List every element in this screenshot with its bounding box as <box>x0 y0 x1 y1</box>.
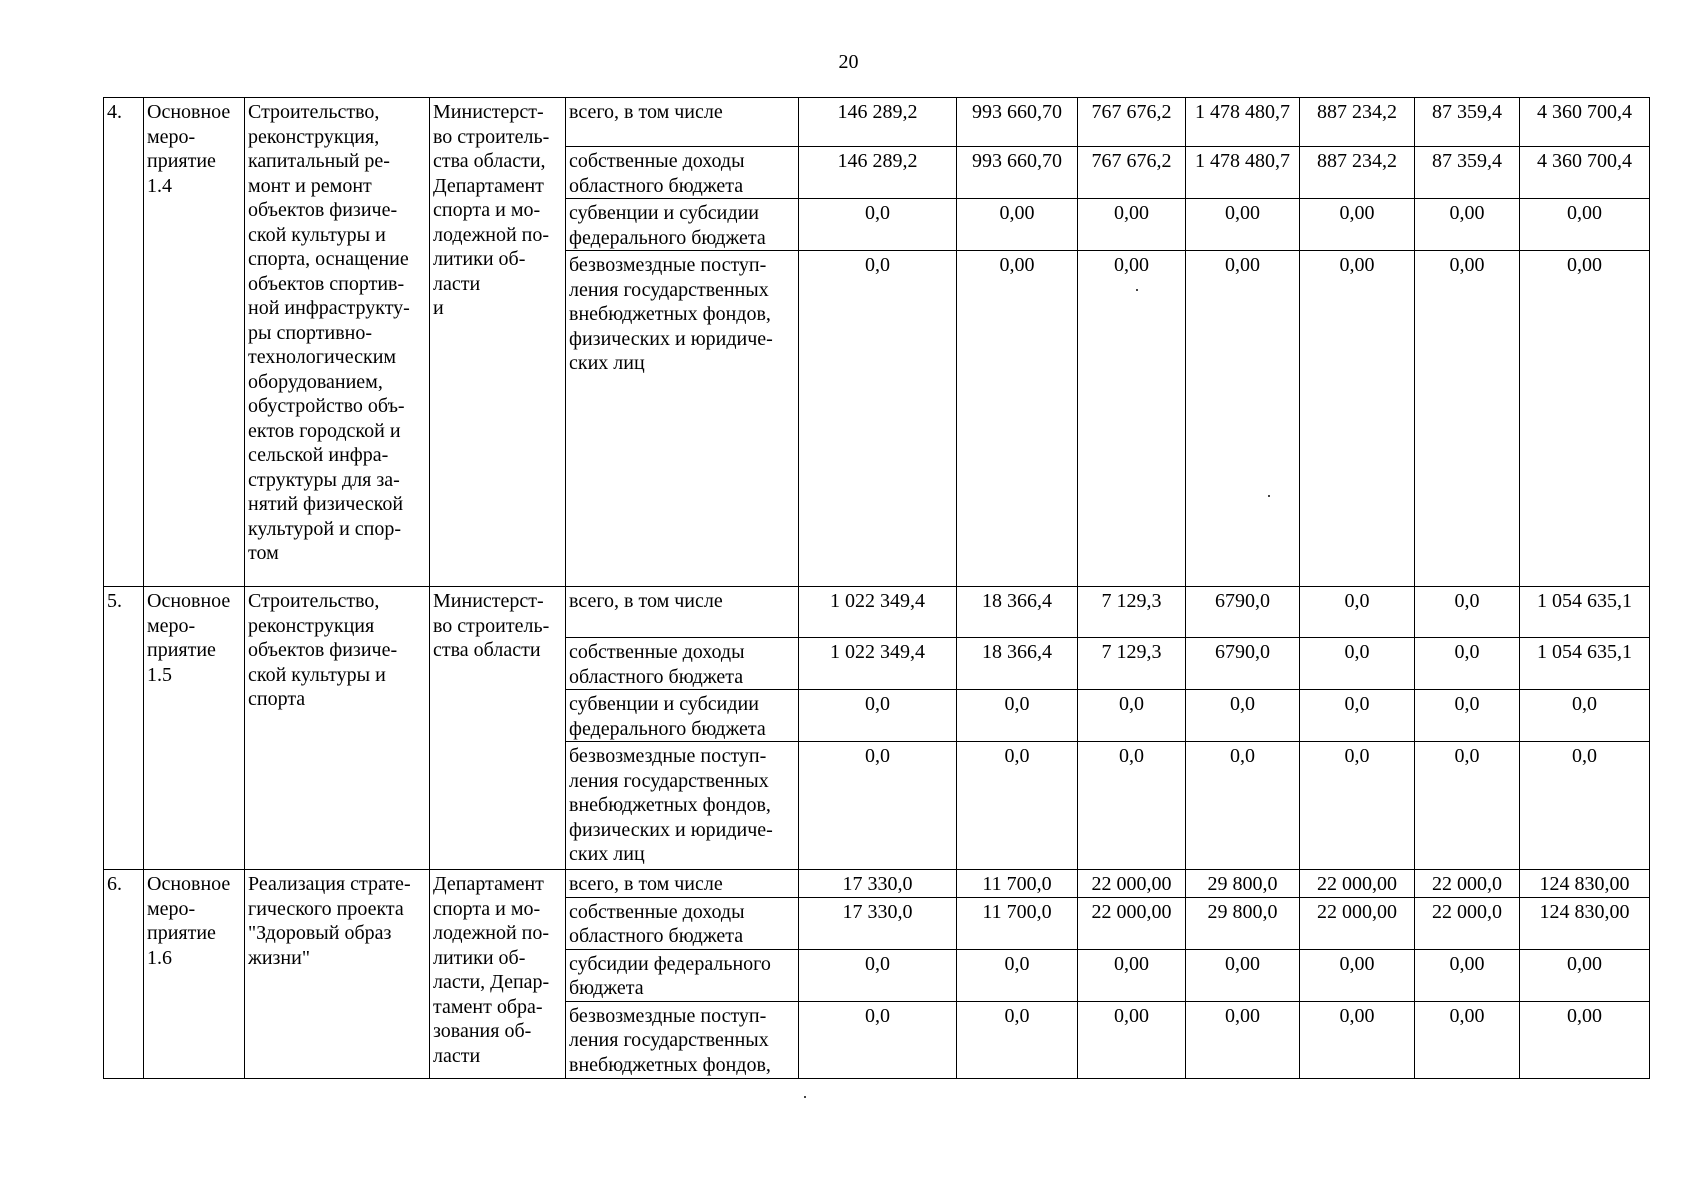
amount-cell: 0,00 <box>1300 251 1415 587</box>
activity-name-line: Реализация страте- <box>248 873 411 895</box>
amount-cell: 0,00 <box>1520 1001 1650 1078</box>
activity-name-line: спорта <box>248 688 306 710</box>
activity-name-line: ной инфраструкту- <box>248 297 410 319</box>
amount-cell: 7 129,3 <box>1078 587 1186 638</box>
funding-source-line: субвенции и субсидии <box>569 693 759 715</box>
amount-cell: 0,0 <box>1415 742 1520 870</box>
amount-cell: 0,00 <box>1078 1001 1186 1078</box>
activity-name-line: нятий физической <box>248 493 404 515</box>
funding-source-line: собственные доходы <box>569 900 745 923</box>
activity-type-line: 1.4 <box>147 174 172 197</box>
funding-source-line: всего, в том числе <box>569 590 723 612</box>
amount-cell: 18 366,4 <box>957 638 1078 690</box>
executor-line: ства области, <box>433 150 546 172</box>
amount-cell: 0,00 <box>957 199 1078 251</box>
activity-type-line: 1.6 <box>147 946 172 969</box>
activity-type-line: меро- <box>147 125 196 148</box>
activity-name-line: объектов физиче- <box>248 639 398 661</box>
executor-line: Департамент <box>433 873 544 895</box>
amount-cell: 146 289,2 <box>799 147 957 199</box>
activity-name <box>245 870 430 1079</box>
amount-cell: 22 000,00 <box>1300 870 1415 898</box>
amount-cell: 0,00 <box>1520 251 1650 587</box>
amount-cell: 0,00 <box>1415 949 1520 1001</box>
activity-name-line: культурой и спор- <box>248 517 402 540</box>
amount-cell: 0,0 <box>799 690 957 742</box>
amount-cell: 767 676,2 <box>1078 147 1186 199</box>
activity-type-line: Основное <box>147 873 231 895</box>
amount-cell: 87 359,4 <box>1415 147 1520 199</box>
amount-cell: 146 289,2 <box>799 98 957 147</box>
amount-cell: 1 054 635,1 <box>1520 587 1650 638</box>
executor-line: ласти <box>433 272 481 295</box>
funding-source-line: федерального бюджета <box>569 226 766 249</box>
amount-cell: 4 360 700,4 <box>1520 147 1650 199</box>
funding-source-line: внебюджетных фондов, <box>569 303 771 325</box>
amount-cell: 17 330,0 <box>799 870 957 898</box>
activity-name-line: ры спортивно- <box>248 321 373 344</box>
amount-cell: 29 800,0 <box>1186 870 1300 898</box>
funding-source-line: ских лиц <box>569 352 645 374</box>
activity-name-line: объектов физиче- <box>248 199 398 221</box>
executor-line: зования об- <box>433 1020 532 1042</box>
activity-name-line: оборудованием, <box>248 370 383 393</box>
funding-source-line: ления государственных <box>569 769 769 792</box>
amount-cell: 7 129,3 <box>1078 638 1186 690</box>
amount-cell: 0,0 <box>1520 690 1650 742</box>
amount-cell: 0,0 <box>799 742 957 870</box>
funding-source-line: федерального бюджета <box>569 717 766 740</box>
amount-cell: 0,0 <box>799 1001 957 1078</box>
activity-name-line: жизни" <box>248 946 310 969</box>
executor-line: лодежной по- <box>433 922 550 944</box>
executor-line: ласти, Депар- <box>433 971 550 993</box>
activity-type <box>144 98 245 587</box>
amount-cell: 1 022 349,4 <box>799 638 957 690</box>
funding-source-line: областного бюджета <box>569 174 744 197</box>
funding-source-line: физических и юридиче- <box>569 327 773 350</box>
amount-cell: 0,0 <box>1300 690 1415 742</box>
funding-source <box>566 199 799 251</box>
amount-cell: 993 660,70 <box>957 147 1078 199</box>
activity-type-line: меро- <box>147 614 196 637</box>
funding-source-line: субвенции и субсидии <box>569 202 759 224</box>
amount-cell: 17 330,0 <box>799 897 957 949</box>
activity-name-line: технологическим <box>248 346 397 368</box>
amount-cell: 0,0 <box>799 251 957 587</box>
table-row <box>104 870 1650 898</box>
amount-cell: 0,0 <box>1078 690 1186 742</box>
amount-cell: 22 000,00 <box>1078 897 1186 949</box>
executor-line: и <box>433 297 444 319</box>
funding-source-line: субсидии федерального <box>569 952 771 975</box>
executor-line: спорта и мо- <box>433 897 541 920</box>
amount-cell: 11 700,0 <box>957 870 1078 898</box>
amount-cell: 1 022 349,4 <box>799 587 957 638</box>
funding-source-line: ления государственных <box>569 278 769 301</box>
amount-cell: 0,0 <box>957 742 1078 870</box>
activity-type-line: Основное <box>147 101 231 123</box>
activity-type-line: Основное <box>147 590 231 612</box>
executor-line: литики об- <box>433 248 526 270</box>
budget-table <box>103 97 1650 1079</box>
amount-cell: 22 000,0 <box>1415 897 1520 949</box>
amount-cell: 0,0 <box>1300 638 1415 690</box>
funding-source-line: собственные доходы <box>569 150 745 172</box>
amount-cell: 0,00 <box>1520 199 1650 251</box>
activity-name-line: обустройство объ- <box>248 395 405 417</box>
activity-type-line: приятие <box>147 639 216 661</box>
amount-cell: 0,00 <box>1415 199 1520 251</box>
amount-cell: 0,0 <box>799 199 957 251</box>
amount-cell: 0,00 <box>1300 199 1415 251</box>
amount-cell: 0,0 <box>1078 742 1186 870</box>
amount-cell: 0,0 <box>1415 690 1520 742</box>
activity-name-line: спорта, оснащение <box>248 248 409 270</box>
activity-name-line: ской культуры и <box>248 663 386 686</box>
amount-cell: 0,00 <box>1186 949 1300 1001</box>
executor <box>430 587 566 870</box>
funding-source-line: областного бюджета <box>569 665 744 688</box>
funding-source-line: областного бюджета <box>569 925 744 947</box>
amount-cell: 22 000,0 <box>1415 870 1520 898</box>
activity-name <box>245 587 430 870</box>
activity-type <box>144 587 245 870</box>
amount-cell: 22 000,00 <box>1300 897 1415 949</box>
activity-name-line: структуры для за- <box>248 468 400 491</box>
activity-name-line: объектов спортив- <box>248 272 405 295</box>
funding-source-line: собственные доходы <box>569 641 745 663</box>
amount-cell: 0,00 <box>1300 1001 1415 1078</box>
funding-source-line: бюджета <box>569 977 644 999</box>
funding-source <box>566 587 799 638</box>
amount-cell: 0,00 <box>1186 251 1300 587</box>
amount-cell: 0,0 <box>1186 690 1300 742</box>
funding-source <box>566 638 799 690</box>
activity-name-line: "Здоровый образ <box>248 922 392 944</box>
amount-cell: 1 478 480,7 <box>1186 98 1300 147</box>
activity-name-line: Строительство, <box>248 101 380 123</box>
amount-cell: 22 000,00 <box>1078 870 1186 898</box>
amount-cell: 0,00 <box>1078 949 1186 1001</box>
row-number: 6. <box>104 870 144 1079</box>
funding-source-line: внебюджетных фондов, <box>569 1053 771 1076</box>
amount-cell: 1 054 635,1 <box>1520 638 1650 690</box>
funding-source-line: ления государственных <box>569 1029 769 1051</box>
executor <box>430 98 566 587</box>
funding-source-line: физических и юридиче- <box>569 818 773 841</box>
activity-type-line: приятие <box>147 922 216 944</box>
page-number: 20 <box>838 51 859 73</box>
activity-name <box>245 98 430 587</box>
amount-cell: 993 660,70 <box>957 98 1078 147</box>
amount-cell: 887 234,2 <box>1300 98 1415 147</box>
executor-line: Министерст- <box>433 590 544 612</box>
scan-speck <box>1268 495 1270 497</box>
amount-cell: 0,00 <box>1300 949 1415 1001</box>
activity-type-line: 1.5 <box>147 663 172 686</box>
executor-line: Департамент <box>433 174 544 197</box>
scan-speck <box>804 1096 806 1098</box>
activity-type-line: приятие <box>147 150 216 172</box>
scan-speck <box>1136 289 1138 291</box>
executor-line: во строитель- <box>433 125 550 148</box>
amount-cell: 0,00 <box>1186 199 1300 251</box>
amount-cell: 6790,0 <box>1186 638 1300 690</box>
amount-cell: 124 830,00 <box>1520 870 1650 898</box>
funding-source <box>566 949 799 1001</box>
funding-source-line: всего, в том числе <box>569 873 723 895</box>
amount-cell: 0,00 <box>1078 199 1186 251</box>
executor-line: во строитель- <box>433 614 550 637</box>
row-number: 5. <box>104 587 144 870</box>
amount-cell: 0,0 <box>1415 638 1520 690</box>
table-row <box>104 587 1650 638</box>
activity-name-line: гического проекта <box>248 897 404 920</box>
activity-type <box>144 870 245 1079</box>
amount-cell: 18 366,4 <box>957 587 1078 638</box>
funding-source <box>566 897 799 949</box>
amount-cell: 767 676,2 <box>1078 98 1186 147</box>
funding-source <box>566 1001 799 1078</box>
amount-cell: 0,0 <box>1186 742 1300 870</box>
funding-source-line: безвозмездные поступ- <box>569 1004 767 1027</box>
funding-source-line: всего, в том числе <box>569 101 723 123</box>
executor-line: литики об- <box>433 946 526 969</box>
amount-cell: 0,0 <box>957 690 1078 742</box>
amount-cell: 0,00 <box>1520 949 1650 1001</box>
funding-source <box>566 690 799 742</box>
funding-source-line: внебюджетных фондов, <box>569 794 771 816</box>
amount-cell: 87 359,4 <box>1415 98 1520 147</box>
amount-cell: 0,00 <box>957 251 1078 587</box>
activity-name-line: том <box>248 542 279 564</box>
executor-line: лодежной по- <box>433 223 550 246</box>
amount-cell: 0,0 <box>1415 587 1520 638</box>
activity-name-line: ской культуры и <box>248 223 386 246</box>
amount-cell: 0,0 <box>799 949 957 1001</box>
amount-cell: 0,0 <box>1520 742 1650 870</box>
activity-type-line: меро- <box>147 897 196 920</box>
amount-cell: 0,00 <box>1078 251 1186 587</box>
activity-name-line: сельской инфра- <box>248 444 389 466</box>
amount-cell: 11 700,0 <box>957 897 1078 949</box>
funding-source-line: безвозмездные поступ- <box>569 745 767 767</box>
activity-name-line: капитальный ре- <box>248 150 390 172</box>
funding-source-line: ских лиц <box>569 843 645 865</box>
executor-line: ласти <box>433 1044 481 1067</box>
amount-cell: 29 800,0 <box>1186 897 1300 949</box>
amount-cell: 0,0 <box>957 1001 1078 1078</box>
activity-name-line: реконструкция <box>248 614 375 637</box>
funding-source-line: безвозмездные поступ- <box>569 254 767 276</box>
row-number: 4. <box>104 98 144 587</box>
funding-source <box>566 870 799 898</box>
activity-name-line: Строительство, <box>248 590 380 612</box>
funding-source <box>566 147 799 199</box>
amount-cell: 0,0 <box>957 949 1078 1001</box>
amount-cell: 4 360 700,4 <box>1520 98 1650 147</box>
activity-name-line: монт и ремонт <box>248 174 372 197</box>
amount-cell: 0,00 <box>1415 251 1520 587</box>
funding-source <box>566 251 799 587</box>
amount-cell: 6790,0 <box>1186 587 1300 638</box>
activity-name-line: ектов городской и <box>248 419 401 442</box>
amount-cell: 0,0 <box>1300 587 1415 638</box>
executor-line: ства области <box>433 639 541 661</box>
table-row <box>104 98 1650 147</box>
funding-source <box>566 98 799 147</box>
executor <box>430 870 566 1079</box>
executor-line: спорта и мо- <box>433 199 541 221</box>
activity-name-line: реконструкция, <box>248 125 380 148</box>
executor-line: тамент обра- <box>433 995 543 1018</box>
funding-source <box>566 742 799 870</box>
executor-line: Министерст- <box>433 101 544 123</box>
amount-cell: 1 478 480,7 <box>1186 147 1300 199</box>
amount-cell: 0,00 <box>1186 1001 1300 1078</box>
amount-cell: 124 830,00 <box>1520 897 1650 949</box>
amount-cell: 0,0 <box>1300 742 1415 870</box>
amount-cell: 0,00 <box>1415 1001 1520 1078</box>
amount-cell: 887 234,2 <box>1300 147 1415 199</box>
